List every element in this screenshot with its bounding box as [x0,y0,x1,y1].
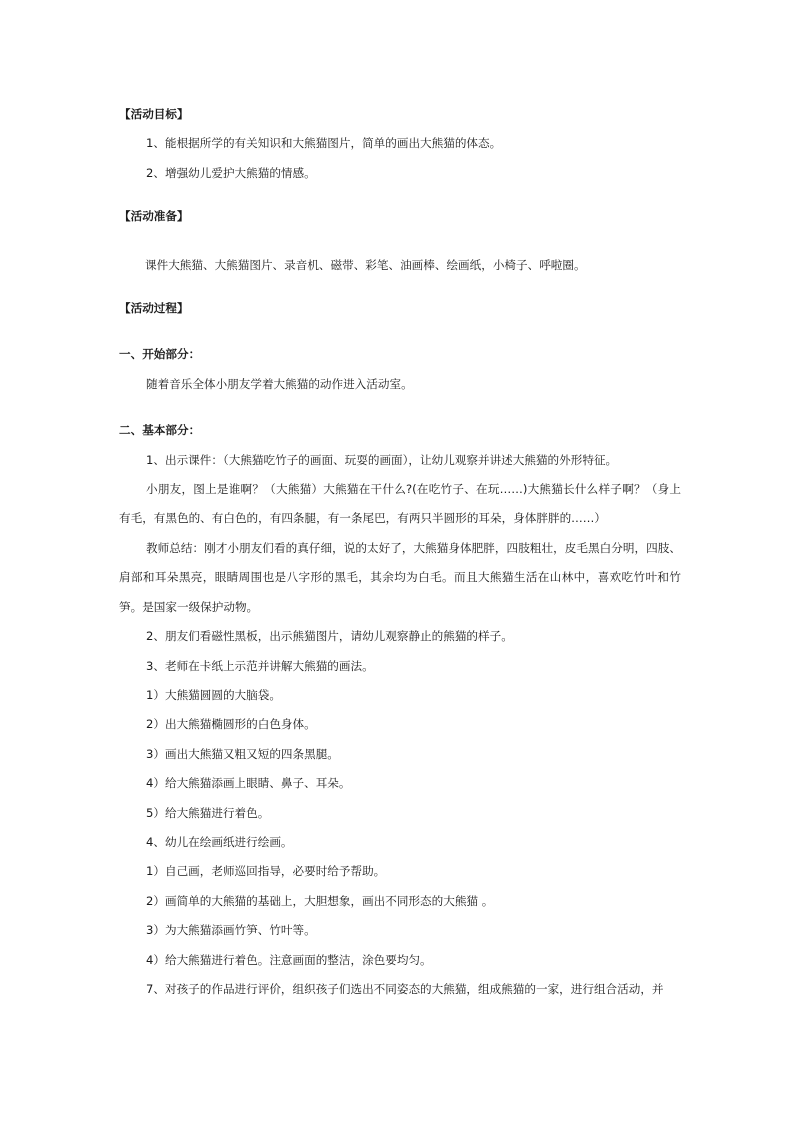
prep-heading: 【活动准备】 [119,209,189,224]
draw-step-5: 5）给大熊猫进行着色。 [146,805,270,820]
part2-p3: 教师总结：刚才小朋友们看的真仔细，说的太好了，大熊猫身体肥胖，四肢粗壮，皮毛黑白分明，四肢、肩部和耳朵黑亮，眼睛周围也是八字形的黑毛，其余均为白毛。而且大熊猫生活在山林中，喜欢吃竹叶和竹笋。是国家一级保护动物。 [119,540,681,614]
spacer [119,280,681,294]
part2-p5: 3、老师在卡纸上示范并讲解大熊猫的画法。 [146,658,374,673]
practice-step-3: 3）为大熊猫添画竹笋、竹叶等。 [146,923,316,938]
goal-item-2: 2、增强幼儿爱护大熊猫的情感。 [146,165,316,180]
lesson-plan-body [119,100,681,1004]
part2-p6: 4、幼儿在绘画纸进行绘画。 [146,834,293,849]
draw-step-2: 2）出大熊猫椭圆形的白色身体。 [146,717,316,732]
part2-p7: 7、对孩子的作品进行评价，组织孩子们选出不同姿态的大熊猫，组成熊猫的一家，进行组合活动，并 [146,981,664,996]
part1-heading: 一、开始部分： [119,347,201,362]
goal-item-1: 1、能根据所学的有关知识和大熊猫图片，简单的画出大熊猫的体态。 [146,136,502,151]
part2-heading: 二、基本部分： [119,423,201,438]
part2-p1: 1、出示课件：（大熊猫吃竹子的画面、玩耍的画面），让幼儿观察并讲述大熊猫的外形特征。 [146,452,618,467]
process-heading: 【活动过程】 [119,301,189,316]
practice-step-1: 1）自己画，老师巡回指导，必要时给予帮助。 [146,864,386,879]
draw-step-4: 4）给大熊猫添画上眼睛、鼻子、耳朵。 [146,776,351,791]
practice-step-2: 2）画简单的大熊猫的基础上，大胆想象，画出不同形态的大熊猫 。 [146,893,494,908]
practice-step-4: 4）给大熊猫进行着色。注意画面的整洁，涂色要均匀。 [146,952,432,967]
draw-step-1: 1）大熊猫圆圆的大脑袋。 [146,687,281,702]
goal-heading: 【活动目标】 [119,107,189,121]
spacer [119,323,681,340]
spacer [119,188,681,202]
spacer [119,232,681,251]
part1-text: 随着音乐全体小朋友学着大熊猫的动作进入活动室。 [146,376,413,391]
prep-text: 课件大熊猫、大熊猫图片、录音机、磁带、彩笔、油画棒、绘画纸，小椅子、呼啦圈。 [145,257,586,272]
part2-p4: 2、朋友们看磁性黑板，出示熊猫图片，请幼儿观察静止的熊猫的样子。 [146,629,513,644]
draw-step-3: 3）画出大熊猫又粗又短的四条黑腿。 [146,746,339,761]
part2-p2: 小朋友，图上是谁啊？（大熊猫）大熊猫在干什么?(在吃竹子、在玩……)大熊猫长什么样子啊？（身上有毛，有黑色的、有白色的，有四条腿，有一条尾巴，有两只半圆形的耳朵，身体胖胖的……） [119,482,681,526]
spacer [119,399,681,416]
